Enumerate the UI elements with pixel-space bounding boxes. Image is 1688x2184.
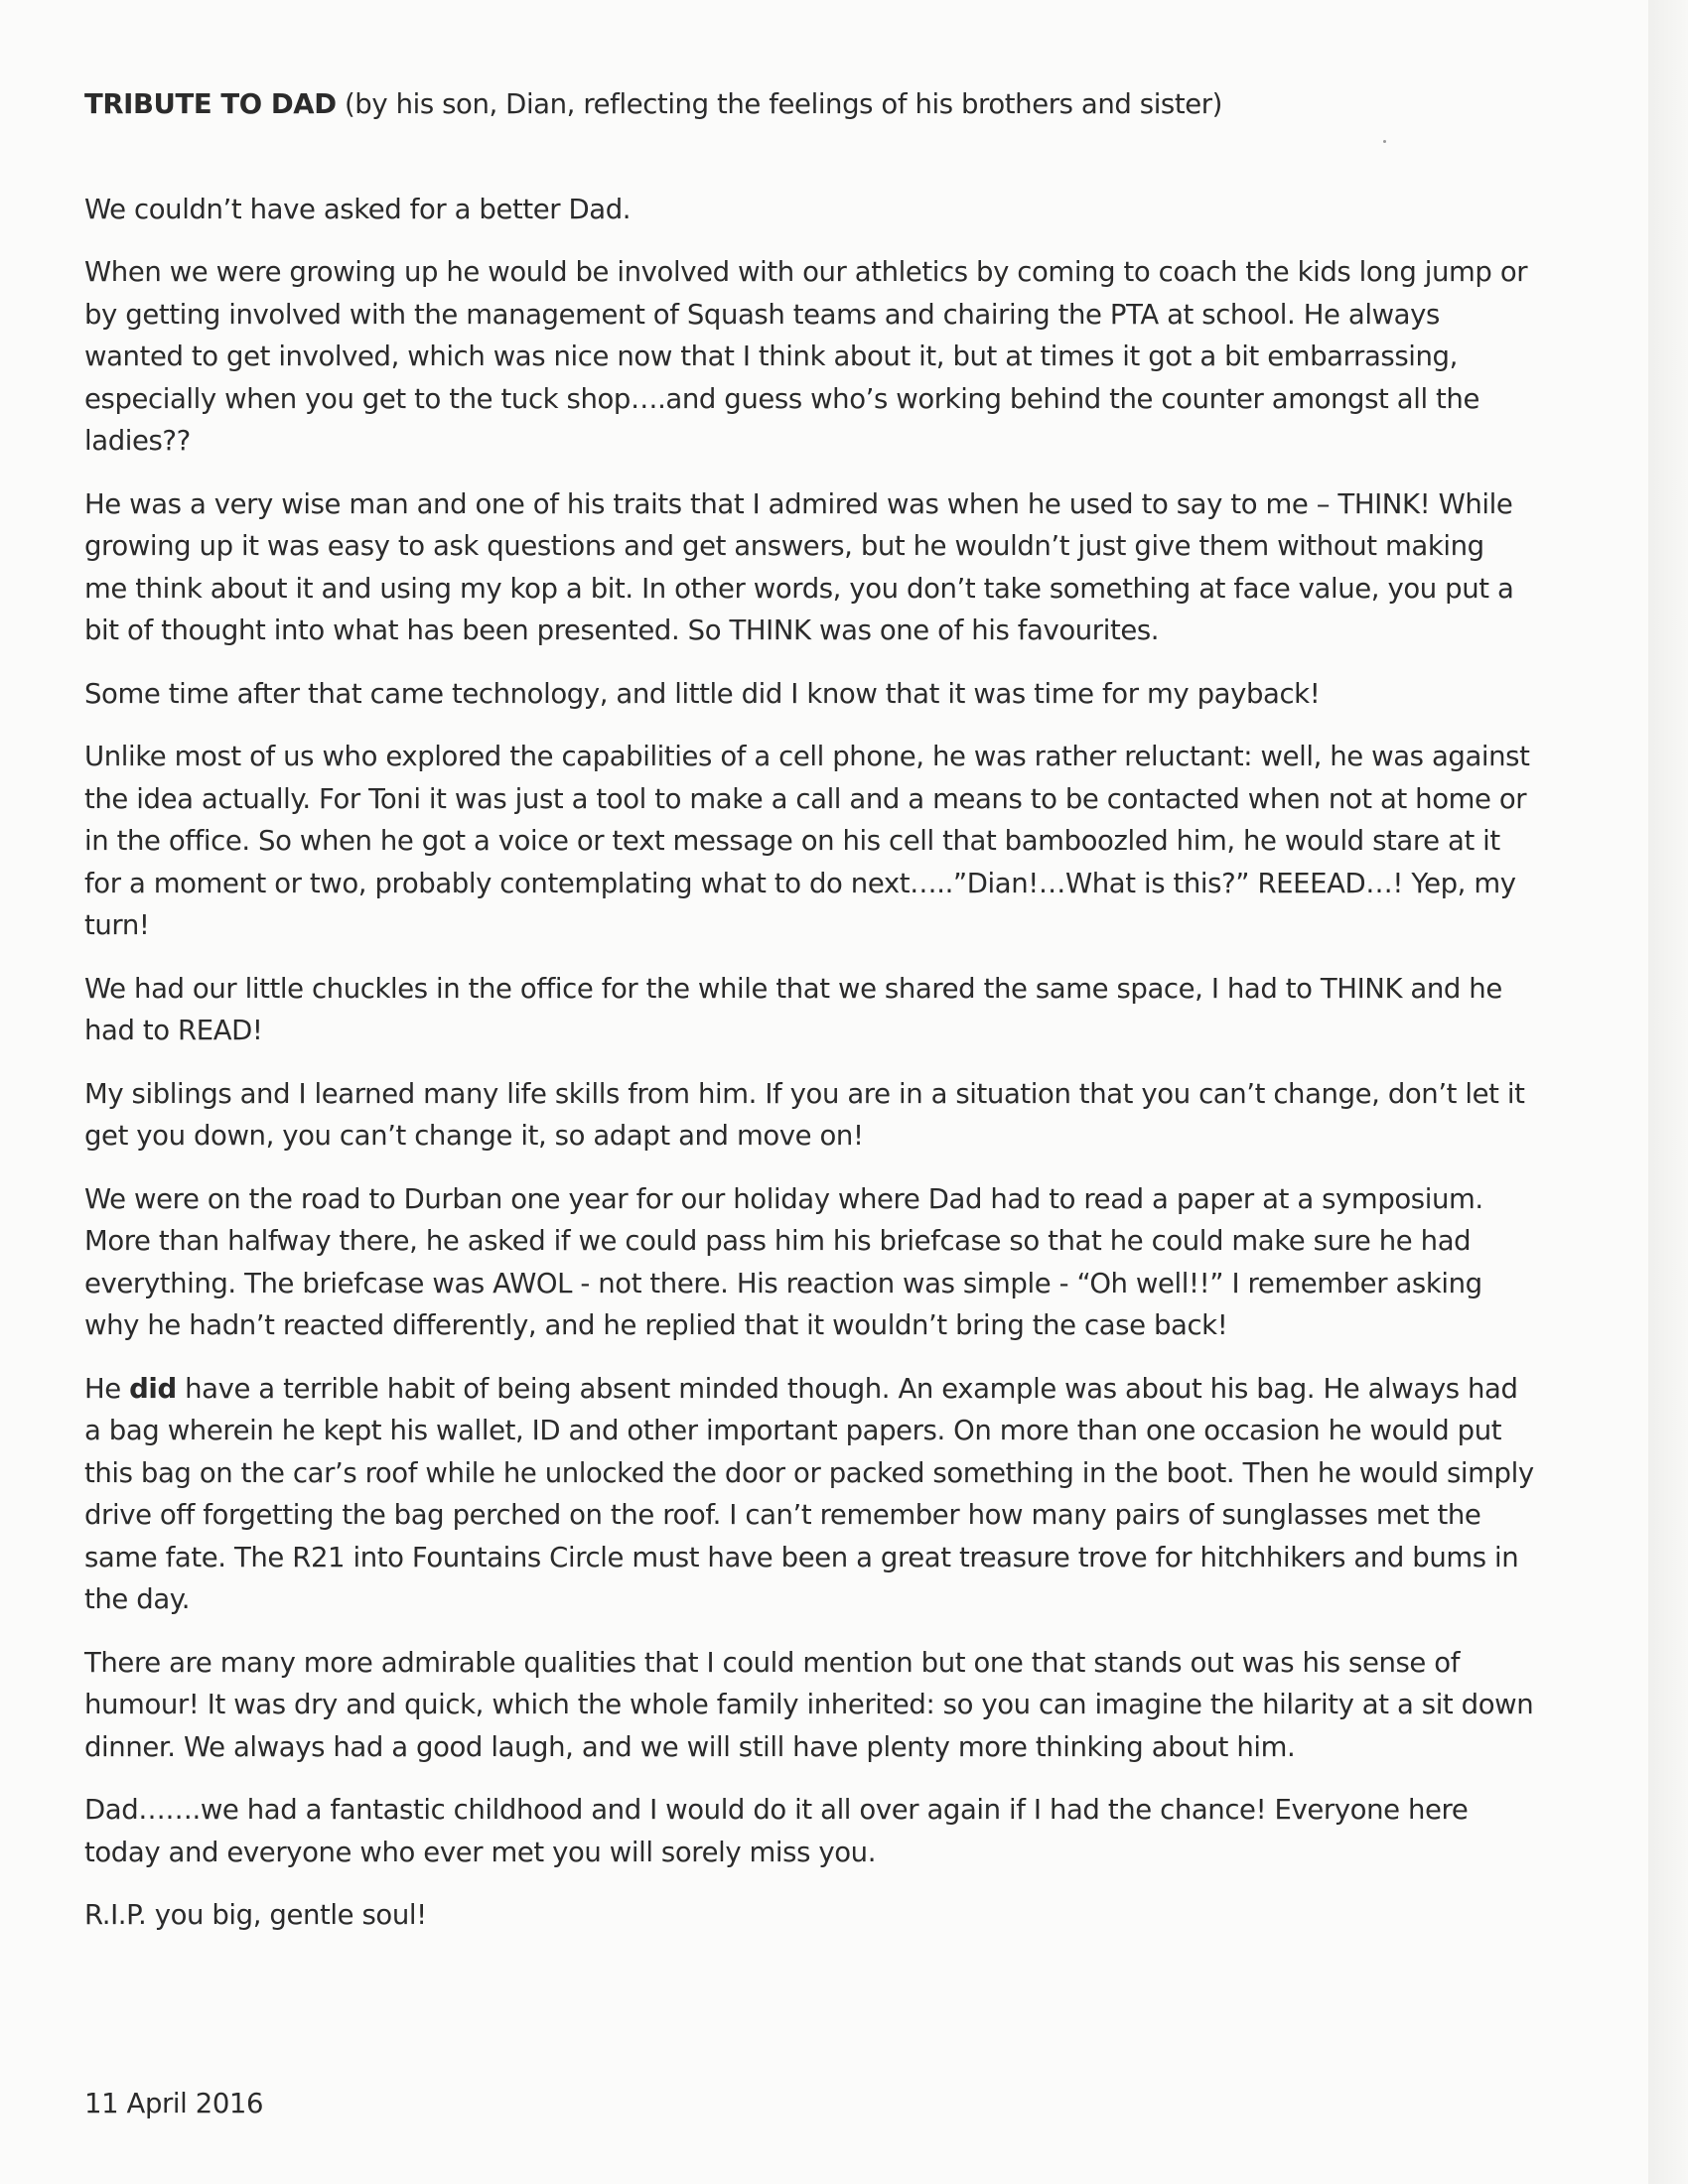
paragraph-humour: There are many more admirable qualities that I could mention but one that stands out was his sense of humour! It was dry and quick, which the whole family inherited: so you can imagine the hilarity at a sit down dinner. We always had a good laugh, and we will still have plenty more thinking about him. <box>84 1646 1534 1763</box>
paragraph-athletics: When we were growing up he would be involved with our athletics by coming to coach the kids long jump or by getting involved with the management of Squash teams and chairing the PTA at school. He always wanted to get involved, which was nice now that I think about it, but at times it got a bit embarrassing, especially when you get to the tuck shop….and guess who’s working behind the counter amongst all the ladies?? <box>84 256 1528 457</box>
paragraph-cell-phone: Unlike most of us who explored the capabilities of a cell phone, he was rather reluctant: well, he was against the idea actually. For Toni it was just a tool to make a call and a means to be contacted when not at home or in the office. So when he got a voice or text message on his cell that bamboozled him, he would stare at it for a moment or two, probably contemplating what to do next…..”Dian!…What is this?” REEEAD…! Yep, my turn! <box>84 741 1530 941</box>
paragraph-bag <box>84 1368 1534 1621</box>
paragraph-office: We had our little chuckles in the office for the while that we shared the same space, I had to THINK and he had to READ! <box>84 972 1502 1046</box>
document-body <box>84 83 1534 1958</box>
paragraph-think: He was a very wise man and one of his traits that I admired was when he used to say to me – THINK! While growing up it was easy to ask questions and get answers, but he wouldn’t just give them without making me think about it and using my kop a bit. In other words, you don’t take something at face value, you put a bit of thought into what has been presented. So THINK was one of his favourites. <box>84 487 1514 646</box>
bag-bold: did <box>129 1372 177 1405</box>
document-date: 11 April 2016 <box>84 2088 264 2119</box>
title-subtitle: (by his son, Dian, reflecting the feelings of his brothers and sister) <box>336 88 1222 120</box>
paragraph-childhood: Dad…….we had a fantastic childhood and I would do it all over again if I had the chance! Everyone here today and everyone who ever met you will sorely miss you. <box>84 1794 1469 1868</box>
paragraph-rip: R.I.P. you big, gentle soul! <box>84 1899 427 1931</box>
paragraph-opening: We couldn’t have asked for a better Dad. <box>84 193 632 225</box>
document-title <box>84 83 1534 126</box>
paragraph-durban: We were on the road to Durban one year for our holiday where Dad had to read a paper at a symposium. More than halfway there, he asked if we could pass him his briefcase so that he could make sure he had everything. The briefcase was AWOL - not there. His reaction was simple - “Oh well!!” I remember asking why he hadn’t reacted differently, and he replied that it wouldn’t bring the case back! <box>84 1182 1483 1341</box>
bag-rest: have a terrible habit of being absent minded though. An example was about his bag. He always had a bag wherein he kept his wallet, ID and other important papers. On more than one occasion he would put this bag on the car’s roof while he unlocked the door or packed something in the boot. Then he would simply drive off forgetting the bag perched on the roof. I can’t remember how many pairs of sunglasses met the same fate. The R21 into Fountains Circle must have been a great treasure trove for hitchhikers and bums in the day. <box>84 1372 1534 1615</box>
paragraph-life-skills: My siblings and I learned many life skills from him. If you are in a situation that you can’t change, don’t let it get you down, you can’t change it, so adapt and move on! <box>84 1077 1525 1152</box>
title-bold: TRIBUTE TO DAD <box>84 88 337 120</box>
paragraph-technology: Some time after that came technology, and little did I know that it was time for my payback! <box>84 677 1321 710</box>
bag-start: He <box>84 1372 130 1405</box>
scan-edge <box>1648 0 1688 2184</box>
